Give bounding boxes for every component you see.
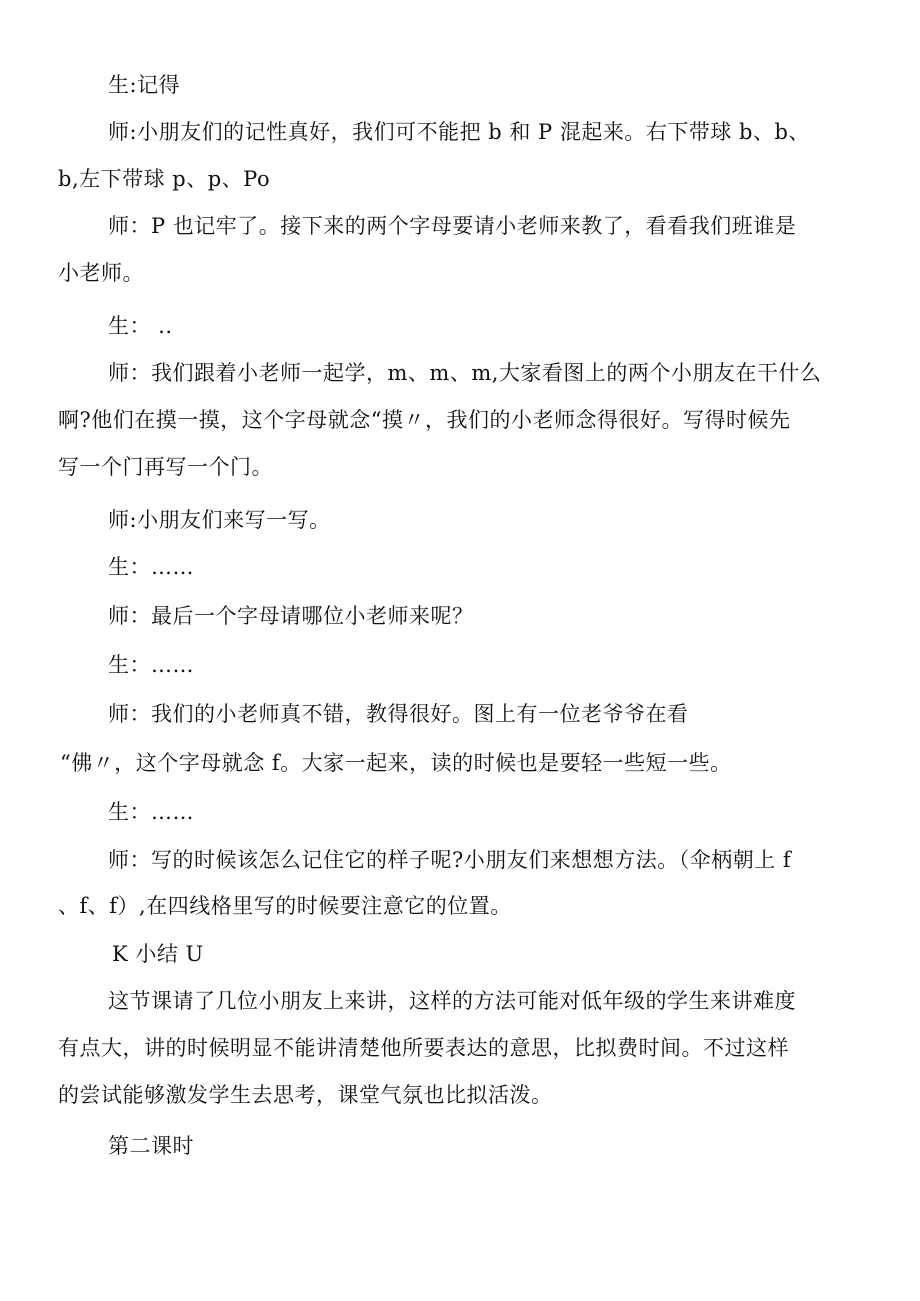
text-line: 生：……: [108, 800, 194, 824]
text-line: 师：写的时候该怎么记住它的样子呢?小朋友们来想想方法。（伞柄朝上 f: [108, 848, 792, 872]
text-line: 这节课请了几位小朋友上来讲，这样的方法可能对低年级的学生来讲难度: [108, 989, 796, 1013]
text-line: 生：……: [108, 555, 194, 579]
text-line: 、f、f）,在四线格里写的时候要注意它的位置。: [58, 894, 512, 918]
text-line: 写一个门再写一个门。: [58, 455, 273, 479]
text-line: 生:记得: [108, 73, 181, 97]
section-heading: 第二课时: [108, 1134, 194, 1158]
text-line: 师:小朋友们的记性真好，我们可不能把 b 和 P 混起来。右下带球 b、b、: [108, 120, 810, 144]
text-line: b,左下带球 p、p、Po: [58, 167, 271, 191]
section-heading: K 小结 U: [112, 942, 204, 966]
text-line: 生： ..: [108, 314, 173, 338]
text-line: 的尝试能够激发学生去思考，课堂气氛也比拟活泼。: [58, 1083, 553, 1107]
text-line: 师：我们的小老师真不错，教得很好。图上有一位老爷爷在看: [108, 702, 689, 726]
text-line: “佛〃，这个字母就念 f。大家一起来，读的时候也是要轻一些短一些。: [60, 751, 732, 775]
text-line: 小老师。: [58, 261, 144, 285]
text-line: 师：最后一个字母请哪位小老师来呢？: [108, 604, 474, 628]
text-line: 师：P 也记牢了。接下来的两个字母要请小老师来教了，看看我们班谁是: [108, 214, 797, 238]
text-line: 有点大，讲的时候明显不能讲清楚他所要表达的意思，比拟费时间。不过这样: [58, 1036, 789, 1060]
text-line: 啊?他们在摸一摸，这个字母就念“摸〃，我们的小老师念得很好。写得时候先: [58, 408, 791, 432]
text-line: 生：……: [108, 653, 194, 677]
text-line: 师：我们跟着小老师一起学，m、m、m,大家看图上的两个小朋友在干什么: [108, 361, 822, 385]
text-line: 师:小朋友们来写一写。: [108, 508, 331, 532]
